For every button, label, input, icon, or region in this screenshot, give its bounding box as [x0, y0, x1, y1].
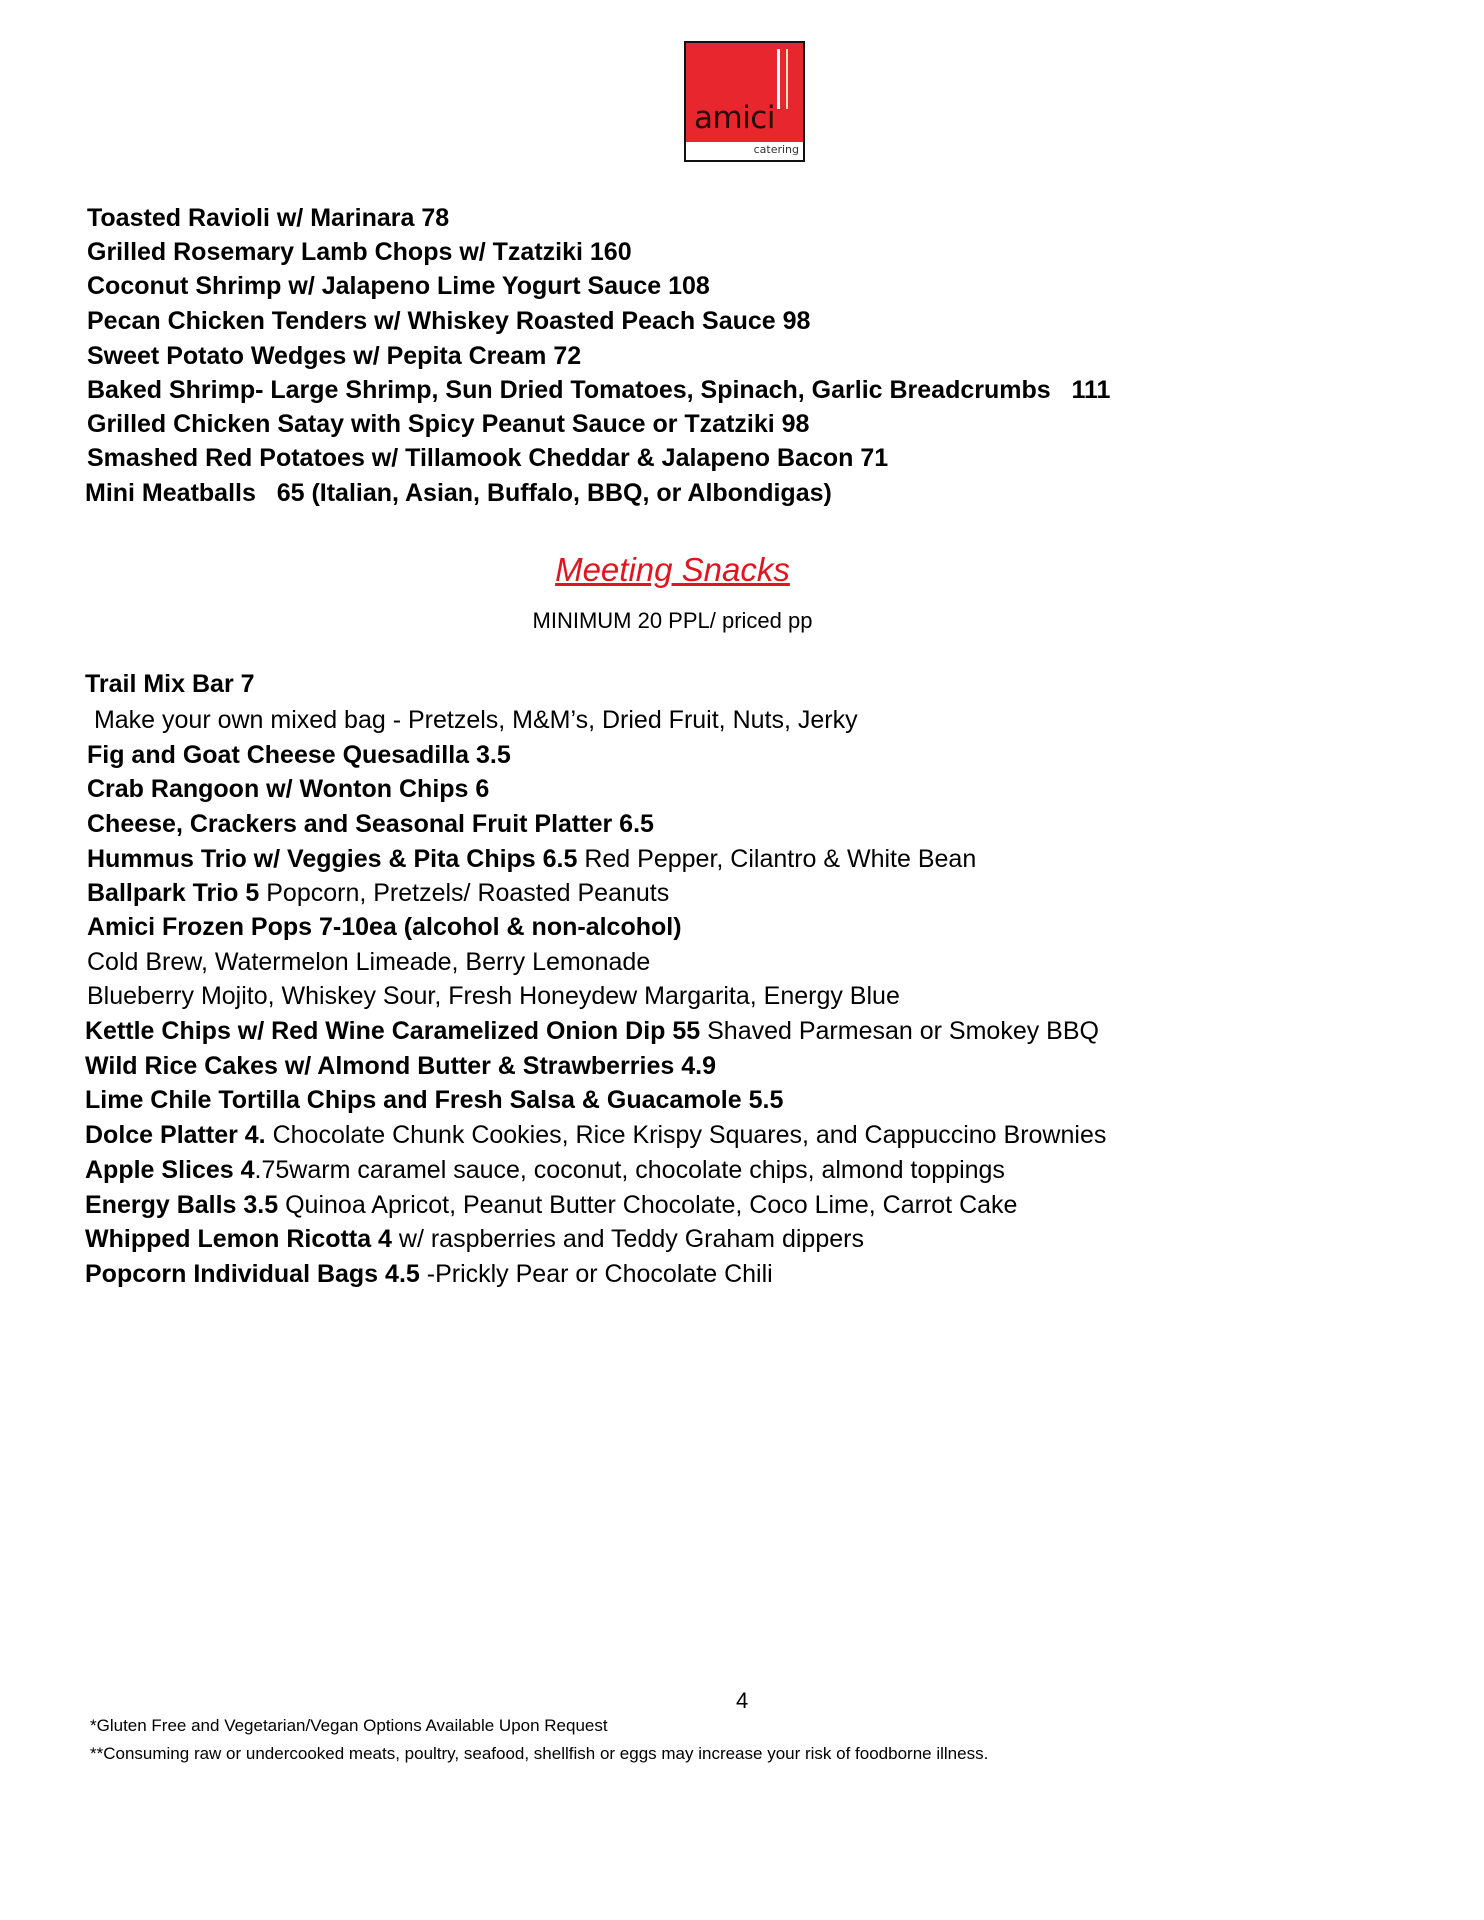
logo-stripe: [777, 49, 780, 109]
snack-item: Cold Brew, Watermelon Limeade, Berry Lemonade: [87, 948, 651, 976]
appetizer-item: Baked Shrimp- Large Shrimp, Sun Dried Tomatoes, Spinach, Garlic Breadcrumbs 111: [87, 376, 1111, 404]
appetizer-item: Sweet Potato Wedges w/ Pepita Cream 72: [87, 342, 582, 370]
logo-brand-text: amici: [694, 100, 775, 136]
logo-sub-text: catering: [753, 143, 799, 156]
appetizer-item: Pecan Chicken Tenders w/ Whiskey Roasted Peach Sauce 98: [87, 307, 811, 335]
snack-item: Kettle Chips w/ Red Wine Caramelized Onion Dip 55 Shaved Parmesan or Smokey BBQ: [85, 1017, 1099, 1045]
snack-item: Energy Balls 3.5 Quinoa Apricot, Peanut Butter Chocolate, Coco Lime, Carrot Cake: [85, 1191, 1018, 1219]
footnote-gluten-free: *Gluten Free and Vegetarian/Vegan Options Available Upon Request: [90, 1716, 608, 1735]
snack-item: Blueberry Mojito, Whiskey Sour, Fresh Honeydew Margarita, Energy Blue: [87, 982, 900, 1010]
page-number: 4: [736, 1688, 749, 1713]
snack-item: Amici Frozen Pops 7-10ea (alcohol & non-alcohol): [87, 913, 682, 941]
snack-item: Whipped Lemon Ricotta 4 w/ raspberries and Teddy Graham dippers: [85, 1225, 864, 1253]
logo-stripe-secondary: [786, 49, 788, 109]
snack-item: Cheese, Crackers and Seasonal Fruit Platter 6.5: [87, 810, 654, 838]
section-subtitle: MINIMUM 20 PPL/ priced pp: [532, 608, 813, 633]
section-title: Meeting Snacks: [555, 551, 790, 588]
snack-item: Make your own mixed bag - Pretzels, M&M’s, Dried Fruit, Nuts, Jerky: [87, 706, 858, 734]
snack-item: Lime Chile Tortilla Chips and Fresh Salsa & Guacamole 5.5: [85, 1086, 784, 1114]
footnote-food-safety: **Consuming raw or undercooked meats, poultry, seafood, shellfish or eggs may increase your risk of foodborne illness.: [90, 1744, 989, 1763]
snack-item: Ballpark Trio 5 Popcorn, Pretzels/ Roasted Peanuts: [87, 879, 670, 907]
appetizer-item: Coconut Shrimp w/ Jalapeno Lime Yogurt Sauce 108: [87, 272, 710, 300]
appetizer-item: Toasted Ravioli w/ Marinara 78: [87, 204, 450, 232]
snack-item: Crab Rangoon w/ Wonton Chips 6: [87, 775, 490, 803]
snack-item: Apple Slices 4.75warm caramel sauce, coconut, chocolate chips, almond toppings: [85, 1156, 1005, 1184]
snack-item: Fig and Goat Cheese Quesadilla 3.5: [87, 741, 511, 769]
snack-item: Popcorn Individual Bags 4.5 -Prickly Pear or Chocolate Chili: [85, 1260, 773, 1288]
appetizer-item: Grilled Rosemary Lamb Chops w/ Tzatziki 160: [87, 238, 632, 266]
amici-catering-logo: [684, 41, 805, 162]
snack-item: Dolce Platter 4. Chocolate Chunk Cookies, Rice Krispy Squares, and Cappuccino Brownies: [85, 1121, 1107, 1149]
appetizer-item: Grilled Chicken Satay with Spicy Peanut Sauce or Tzatziki 98: [87, 410, 810, 438]
appetizer-item: Smashed Red Potatoes w/ Tillamook Cheddar & Jalapeno Bacon 71: [87, 444, 889, 472]
appetizer-item: Mini Meatballs 65 (Italian, Asian, Buffalo, BBQ, or Albondigas): [85, 479, 832, 507]
snack-item: Wild Rice Cakes w/ Almond Butter & Strawberries 4.9: [85, 1052, 716, 1080]
snack-item: Trail Mix Bar 7: [85, 670, 255, 698]
snack-item: Hummus Trio w/ Veggies & Pita Chips 6.5 Red Pepper, Cilantro & White Bean: [87, 845, 977, 873]
